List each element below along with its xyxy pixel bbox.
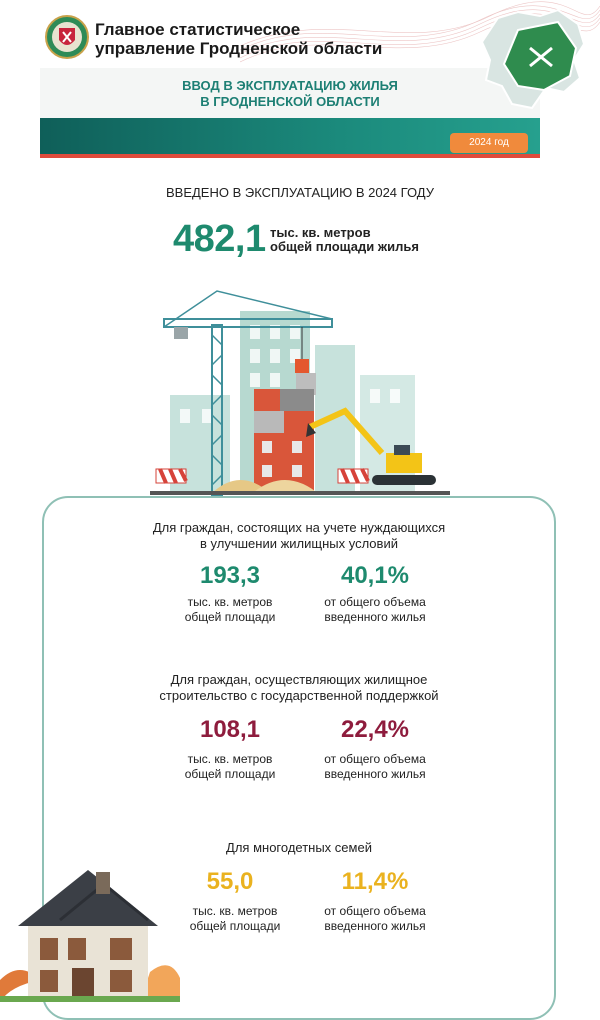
queue-area-caption	[155, 595, 305, 625]
queue-share-caption	[300, 595, 450, 625]
support-share-caption-line-1: от общего объема	[324, 752, 426, 766]
support-area-caption-line-2: общей площади	[184, 767, 276, 781]
year-badge: 2024 год	[450, 133, 528, 153]
section-title-queue	[42, 520, 556, 552]
organization-name	[95, 20, 382, 58]
families-area-caption-line-2: общей площади	[189, 919, 281, 933]
families-share-value: 11,4%	[341, 868, 409, 895]
total-unit-line-1: тыс. кв. метров	[270, 225, 371, 240]
construction-illustration	[150, 285, 450, 497]
total-unit	[270, 226, 419, 254]
org-line-2: управление Гродненской области	[95, 39, 383, 58]
support-share-caption	[300, 752, 450, 782]
section-title-large-families-line-1: Для многодетных семей	[226, 840, 372, 855]
page-title	[40, 78, 540, 110]
queue-area-value: 193,3	[199, 562, 261, 589]
families-share-caption	[300, 904, 450, 934]
section-title-state-support-line-2: строительство с государственной поддержкой	[159, 688, 439, 703]
families-share-caption-line-2: введенного жилья	[324, 919, 426, 933]
section-title-state-support	[42, 672, 556, 704]
page-title-line-2: В ГРОДНЕНСКОЙ ОБЛАСТИ	[200, 94, 380, 109]
section-title-queue-line-2: в улучшении жилищных условий	[200, 536, 398, 551]
queue-share-caption-line-2: введенного жилья	[324, 610, 426, 624]
support-area-caption	[155, 752, 305, 782]
house-illustration	[0, 860, 180, 1002]
queue-share-caption-line-1: от общего объема	[324, 595, 426, 609]
section-title-large-families	[42, 840, 556, 856]
total-value: 482,1	[173, 218, 266, 260]
queue-area-caption-line-1: тыс. кв. метров	[187, 595, 273, 609]
org-line-1: Главное статистическое	[95, 20, 301, 39]
queue-area-caption-line-2: общей площади	[184, 610, 276, 624]
families-area-caption-line-1: тыс. кв. метров	[192, 904, 278, 918]
families-area-caption	[160, 904, 310, 934]
support-area-caption-line-1: тыс. кв. метров	[187, 752, 273, 766]
page-title-line-1: ВВОД В ЭКСПЛУАТАЦИЮ ЖИЛЬЯ	[182, 78, 398, 93]
families-share-caption-line-1: от общего объема	[324, 904, 426, 918]
coat-of-arms-icon	[44, 14, 90, 60]
section-title-state-support-line-1: Для граждан, осуществляющих жилищное	[170, 672, 428, 687]
support-share-caption-line-2: введенного жилья	[324, 767, 426, 781]
queue-share-value: 40,1%	[340, 562, 410, 589]
total-unit-line-2: общей площади жилья	[270, 239, 419, 254]
support-share-value: 22,4%	[340, 716, 410, 743]
families-area-value: 55,0	[206, 868, 254, 895]
section-title-queue-line-1: Для граждан, состоящих на учете нуждающихся	[152, 520, 446, 535]
summary-title: ВВЕДЕНО В ЭКСПЛУАТАЦИЮ В 2024 ГОДУ	[165, 185, 434, 200]
support-area-value: 108,1	[199, 716, 261, 743]
